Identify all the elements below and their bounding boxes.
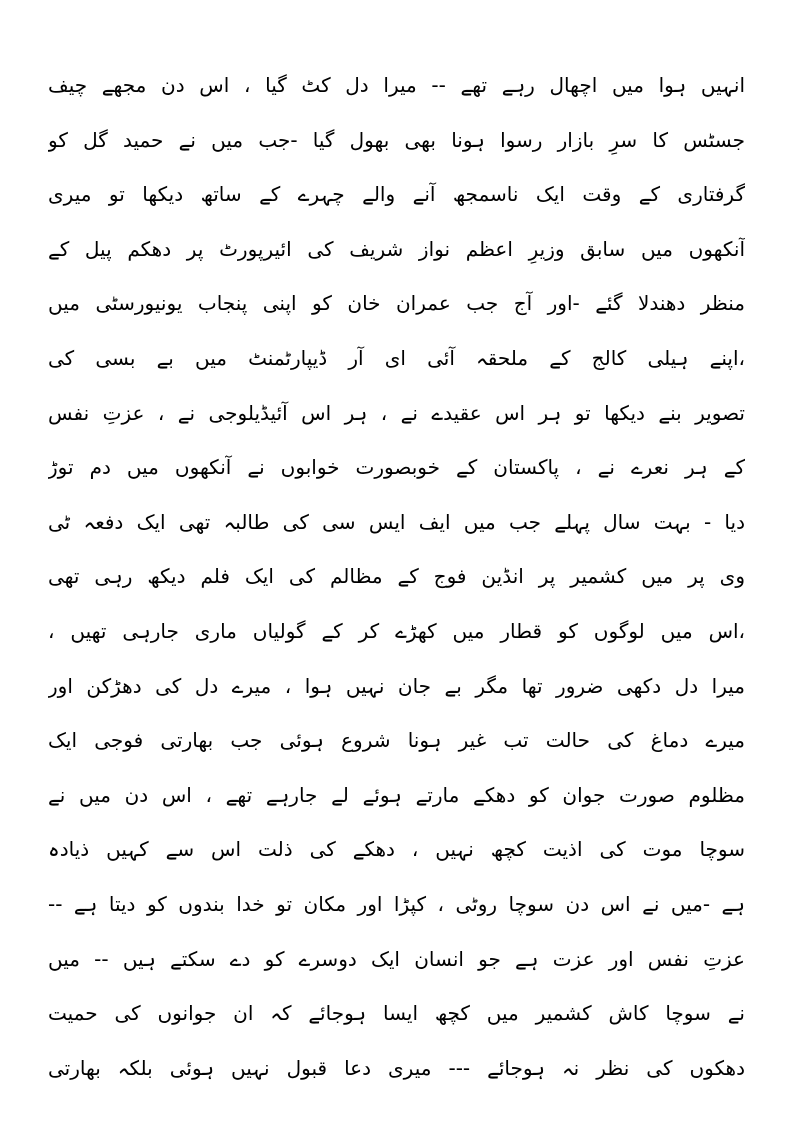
text-line-14: مظلوم صورت جوان کو دھکے مارتے ہوئے لے جارہے تھے ، اس دن میں نے xyxy=(48,782,745,807)
text-line-1: انہیں ہوا میں اچھال رہے تھے -- میرا دل کٹ گیا ، اس دن مجھے چیف xyxy=(48,73,745,97)
text-line-6: ،اپنے ہیلی کالج کے ملحقہ آئی ای آر ڈیپارٹمنٹ میں بے بسی کی xyxy=(48,345,745,370)
text-line-17: عزتِ نفس اور عزت ہے جو انسان ایک دوسرے کو دے سکتے ہیں -- میں xyxy=(48,946,745,971)
urdu-text-block xyxy=(48,58,745,1095)
text-line-7: تصویر بنے دیکھا تو ہر اس عقیدے نے ، ہر اس آئیڈیلوجی نے ، عزتِ نفس xyxy=(48,400,745,425)
text-line-8: کے ہر نعرے نے ، پاکستان کے خوبصورت خوابوں نے آنکھوں میں دم توڑ xyxy=(48,455,745,480)
text-line-3: گرفتاری کے وقت ایک ناسمجھ آنے والے چہرے کے ساتھ دیکھا تو میری xyxy=(48,182,745,207)
text-line-5: منظر دھندلا گئے -اور آج جب عمران خان کو اپنی پنجاب یونیورسٹی میں xyxy=(48,291,745,316)
text-line-12: میرا دل دکھی ضرور تھا مگر بے جان نہیں ہوا ، میرے دل کی دھڑکن اور xyxy=(48,673,745,698)
text-line-13: میرے دماغ کی حالت تب غیر ہونا شروع ہوئی جب بھارتی فوجی ایک xyxy=(48,728,745,753)
text-line-4: آنکھوں میں سابق وزیرِ اعظم نواز شریف کی ائیرپورٹ پر دھکم پیل کے xyxy=(48,236,745,261)
text-line-18: نے سوچا کاش کشمیر میں کچھ ایسا ہوجائے کہ ان جوانوں کی حمیت xyxy=(48,1001,745,1026)
text-line-11: ،اس میں لوگوں کو قطار میں کھڑے کر کے گولیاں ماری جارہی تھیں ، xyxy=(48,618,745,643)
text-line-10: وی پر میں کشمیر پر انڈین فوج کے مظالم کی ایک فلم دیکھ رہی تھی xyxy=(48,564,745,589)
text-line-19: دھکوں کی نظر نہ ہوجائے --- میری دعا قبول نہیں ہوئی بلکہ بھارتی xyxy=(48,1055,745,1080)
text-line-9: دیا - بہت سال پہلے جب میں ایف ایس سی کی طالبہ تھی ایک دفعہ ٹی xyxy=(48,509,745,534)
text-line-16: ہے -میں نے اس دن سوچا روٹی ، کپڑا اور مکان تو خدا بندوں کو دیتا ہے -- xyxy=(48,891,745,916)
text-line-2: جسٹس کا سرِ بازار رسوا ہونا بھی بھول گیا -جب میں نے حمید گل کو xyxy=(48,127,745,152)
text-line-15: سوچا موت کی اذیت کچھ نہیں ، دھکے کی ذلت اس سے کہیں ذیادہ xyxy=(48,837,745,862)
